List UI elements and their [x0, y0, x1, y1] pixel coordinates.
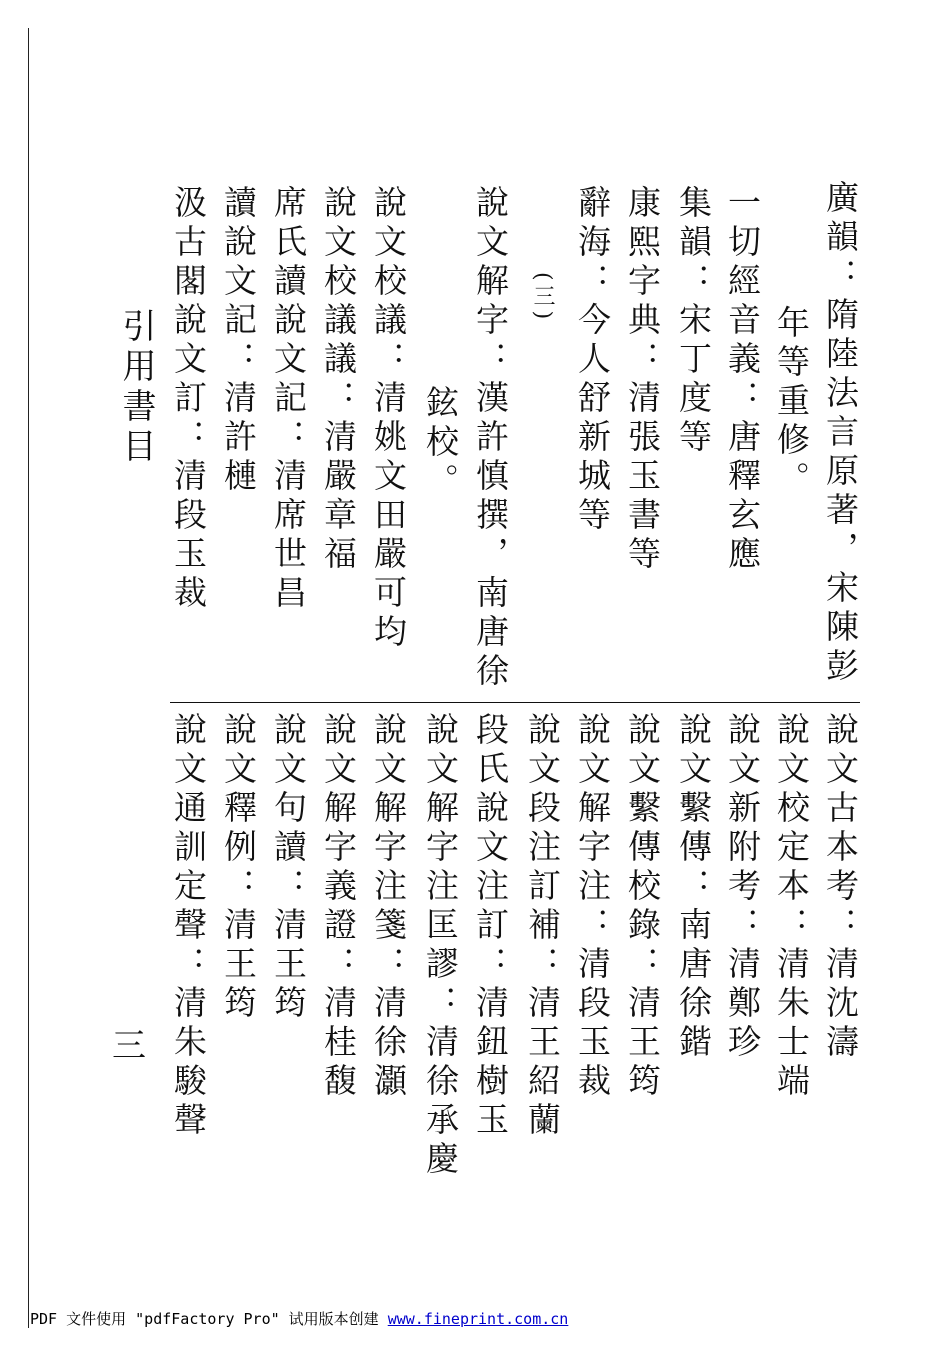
section-marker: (三): [530, 272, 555, 324]
entry-zhu-kuangmiu: 說文解字注匡謬：清徐承慶: [421, 712, 460, 1180]
left-margin-rule: [28, 28, 29, 1328]
entry-jiguge: 汲古閣說文訂：清段玉裁: [169, 185, 208, 614]
footer-text: PDF 文件使用 "pdfFactory Pro" 试用版本创建: [30, 1310, 388, 1328]
entry-jiyun: 集韻：宋丁度等: [674, 185, 713, 458]
entry-shuowen-jiezi-cont: 鉉校。: [421, 385, 460, 502]
entry-yizheng: 說文解字義證：清桂馥: [319, 712, 358, 1102]
entry-tongxun-dingsheng: 說文通訓定聲：清朱駿聲: [169, 712, 208, 1141]
entry-zhujian: 說文解字注箋：清徐灝: [369, 712, 408, 1102]
entry-shuowen-jiezi: 說文解字：漢許慎撰，南唐徐: [471, 185, 510, 692]
entry-shili: 說文釋例：清王筠: [219, 712, 258, 1024]
entry-guangyun: 廣韻：隋陸法言原著，宋陳彭: [821, 180, 860, 687]
entry-guangyun-cont: 年等重修。: [772, 305, 811, 500]
running-title: 引用書目: [116, 308, 156, 468]
entry-duanshi-zhuding: 段氏說文注訂：清鈕樹玉: [471, 712, 510, 1141]
page-number: 三: [112, 1026, 146, 1066]
entry-du-shuowen-ji: 讀說文記：清許槤: [219, 185, 258, 497]
block-divider: [170, 702, 860, 703]
entry-judou: 說文句讀：清王筠: [269, 712, 308, 1024]
entry-yiqiejing: 一切經音義：唐釋玄應: [723, 185, 762, 575]
entry-xizhuan-jiaolu: 說文繫傳校錄：清王筠: [623, 712, 662, 1102]
entry-guben-kao: 說文古本考：清沈濤: [821, 712, 860, 1063]
entry-xishi: 席氏讀說文記：清席世昌: [269, 185, 308, 614]
entry-xizhuan: 說文繫傳：南唐徐鍇: [674, 712, 713, 1063]
pdf-footer: [30, 1308, 568, 1329]
entry-kangxi: 康熙字典：清張玉書等: [623, 185, 662, 575]
entry-shuowen-jiaoyi: 說文校議：清姚文田嚴可均: [369, 185, 408, 653]
entry-cihai: 辭海：今人舒新城等: [573, 185, 612, 536]
entry-jiaoyiyi: 說文校議議：清嚴章福: [319, 185, 358, 575]
entry-xinfu-kao: 說文新附考：清鄭珍: [723, 712, 762, 1063]
footer-link[interactable]: www.fineprint.com.cn: [387, 1310, 569, 1328]
entry-duanzhu-dingbu: 說文段注訂補：清王紹蘭: [523, 712, 562, 1141]
entry-jiaoding-ben: 說文校定本：清朱士端: [772, 712, 811, 1102]
entry-jiezi-zhu: 說文解字注：清段玉裁: [573, 712, 612, 1102]
